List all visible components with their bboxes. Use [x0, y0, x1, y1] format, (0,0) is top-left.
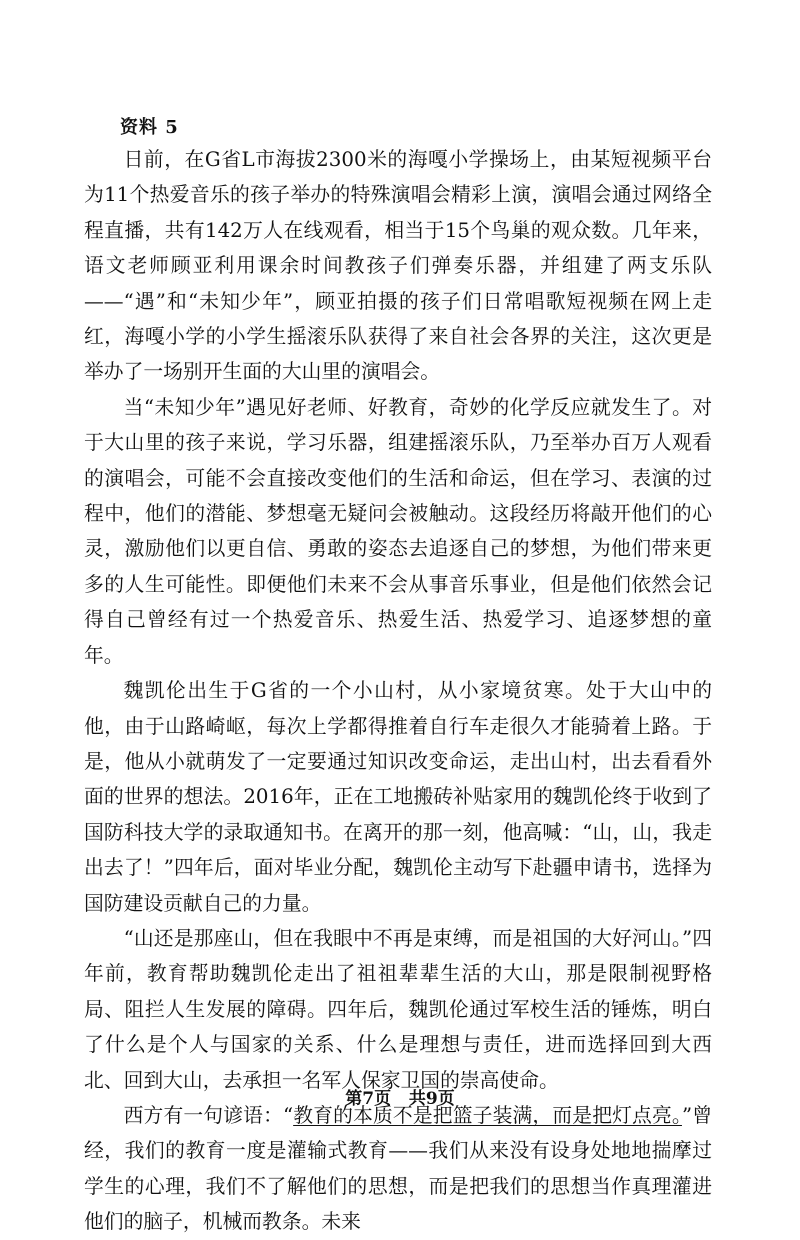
paragraph-2: 当“未知少年”遇见好老师、好教育，奇妙的化学反应就发生了。对于大山里的孩子来说，学习乐器，组建摇滚乐队，乃至举办百万人观看的演唱会，可能不会直接改变他们的生活和命运，但在学习、表演的过程中，他们的潜能、梦想毫无疑问会被触动。这段经历将敲开他们的心灵，激励他们以更自信、勇敢的姿态去追逐自己的梦想，为他们带来更多的人生可能性。即便他们未来不会从事音乐事业，但是他们依然会记得自己曾经有过一个热爱音乐、热爱生活、热爱学习、追逐梦想的童年。 — [84, 395, 712, 667]
page-number-footer: 第7页 共9页 — [345, 1089, 455, 1109]
paragraph-5-intro: 西方有一句谚语：“ — [123, 1103, 294, 1127]
document-body — [84, 142, 712, 1240]
underlined-proverb: 教育的本质不是把篮子装满，而是把灯点亮。 — [293, 1103, 682, 1127]
paragraph-3: 魏凯伦出生于G省的一个小山村，从小家境贫寒。处于大山中的他，由于山路崎岖，每次上学都得推着自行车走很久才能骑着上路。于是，他从小就萌发了一定要通过知识改变命运，走出山村，出去看看外面的世界的想法。2016年，正在工地搬砖补贴家用的魏凯伦终于收到了国防科技大学的录取通知书。在离开的那一刻，他高喊：“山，山，我走出去了！”四年后，面对毕业分配，魏凯伦主动写下赴疆申请书，选择为国防建设贡献自己的力量。 — [84, 679, 712, 915]
paragraph-4: “山还是那座山，但在我眼中不再是束缚，而是祖国的大好河山。”四年前，教育帮助魏凯伦走出了祖祖辈辈生活的大山，那是限制视野格局、阻拦人生发展的障碍。四年后，魏凯伦通过军校生活的锤炼，明白了什么是个人与国家的关系、什么是理想与责任，进而选择回到大西北、回到大山，去承担一名军人保家卫国的崇高使命。 — [84, 926, 712, 1092]
section-heading: 资料 5 — [120, 117, 179, 138]
paragraph-5 — [84, 1098, 712, 1240]
paragraph-1: 日前，在G省L市海拔2300米的海嘎小学操场上，由某短视频平台为11个热爱音乐的孩子举办的特殊演唱会精彩上演，演唱会通过网络全程直播，共有142万人在线观看，相当于15个鸟巢的观众数。几年来，语文老师顾亚利用课余时间教孩子们弹奏乐器，并组建了两支乐队——“遇”和“未知少年”，顾亚拍摄的孩子们日常唱歌短视频在网上走红，海嘎小学的小学生摇滚乐队获得了来自社会各界的关注，这次更是举办了一场别开生面的大山里的演唱会。 — [84, 148, 712, 384]
paragraph-5-rest: ”曾经，我们的教育一度是灌输式教育——我们从来没有设身处地地揣摩过学生的心理，我们不了解他们的思想，而是把我们的思想当作真理灌进他们的脑子，机械而教条。未来 — [84, 1103, 712, 1234]
